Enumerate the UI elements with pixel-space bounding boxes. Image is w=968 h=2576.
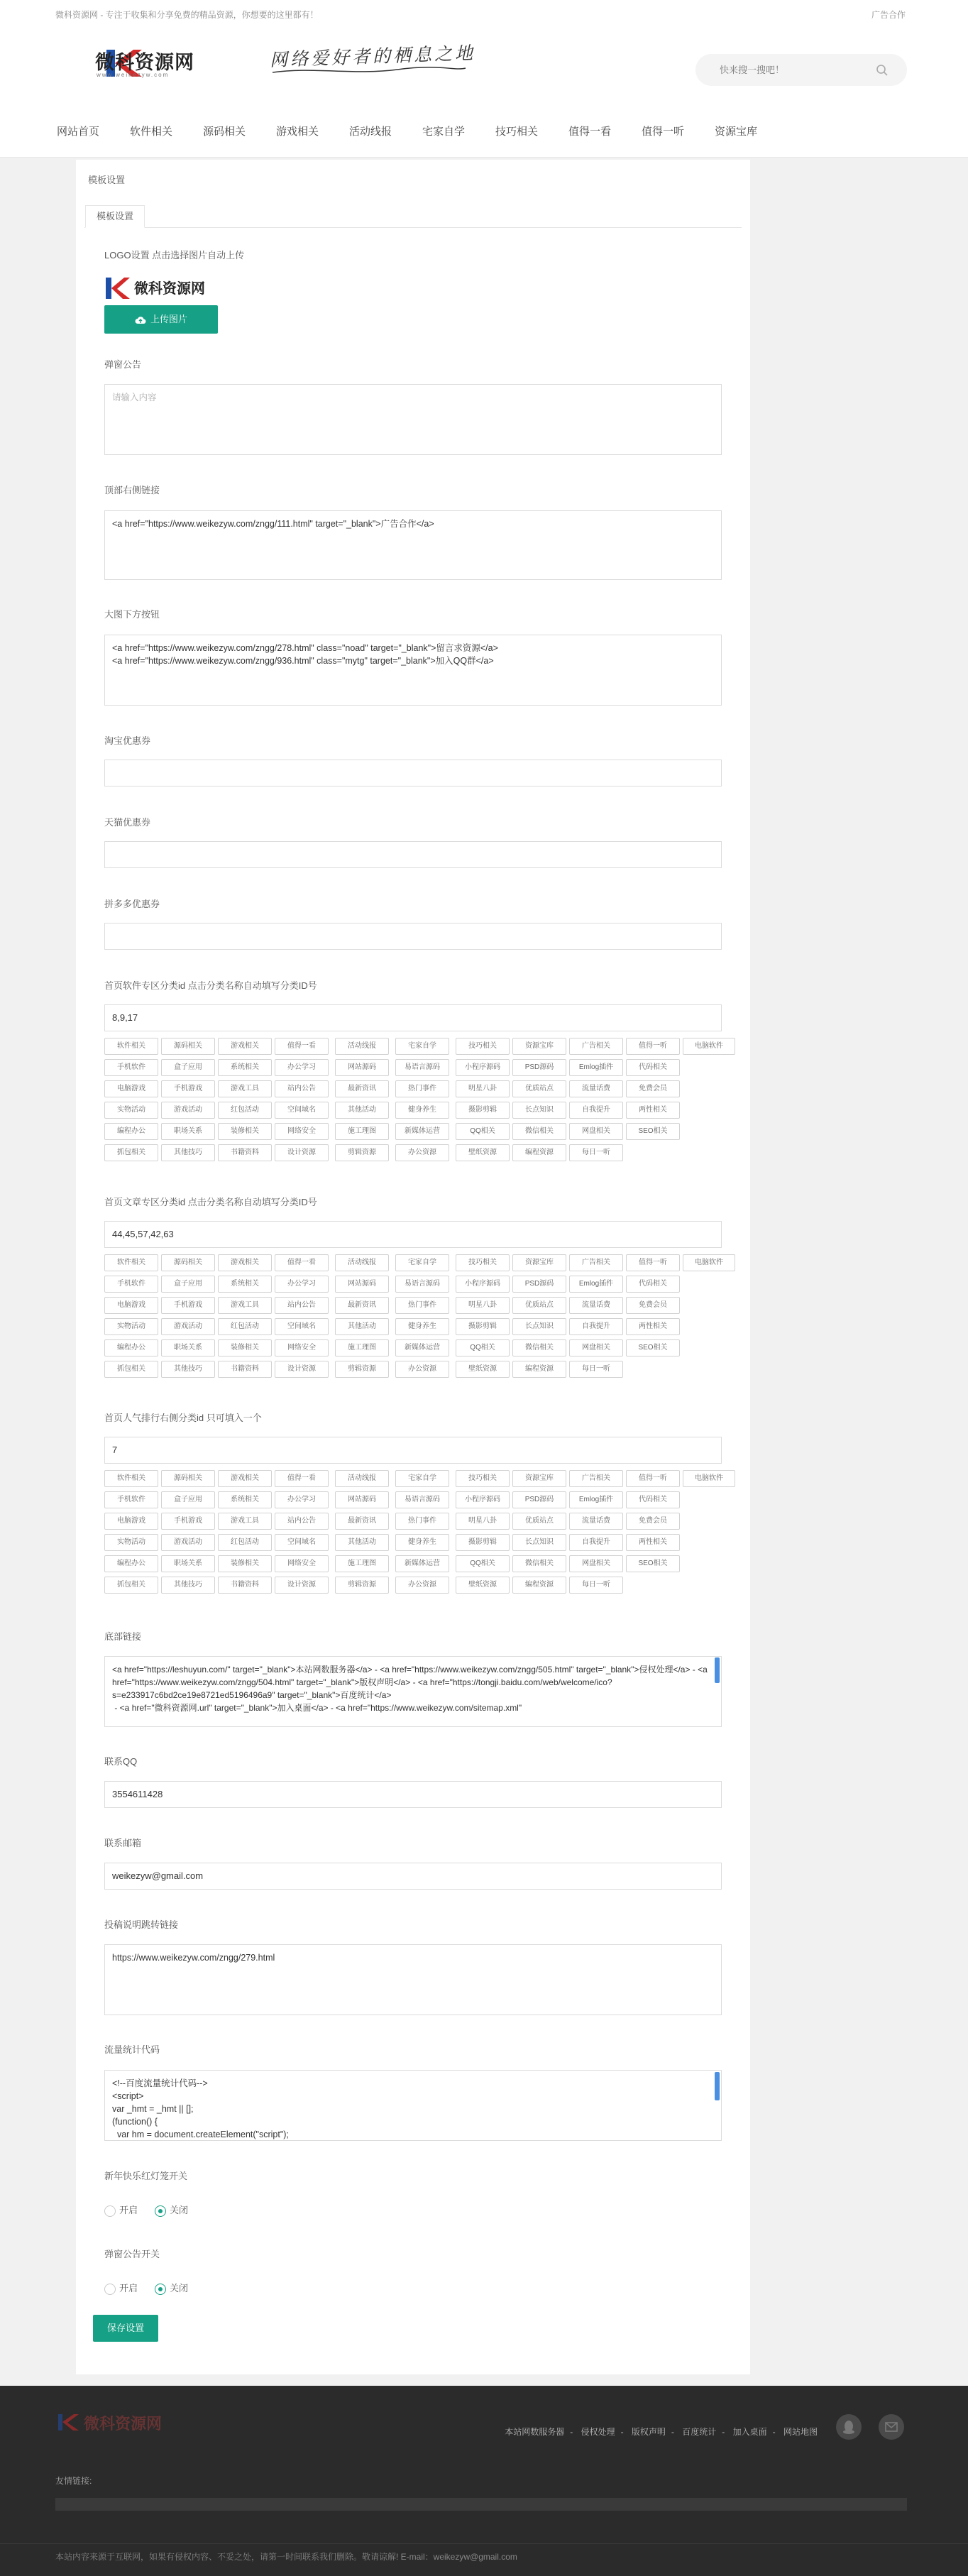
category-tag[interactable]: 游戏活动 [161, 1102, 215, 1119]
category-tag[interactable]: 盒子应用 [161, 1276, 215, 1293]
popup-off-label: 关闭 [170, 2283, 189, 2293]
category-tag[interactable]: 编程资源 [512, 1361, 566, 1378]
category-tag[interactable]: 施工理图 [335, 1555, 389, 1572]
search-input[interactable] [720, 62, 862, 77]
category-tag[interactable]: 微信相关 [512, 1555, 566, 1572]
category-tag[interactable]: 自我提升 [569, 1534, 623, 1551]
category-tag[interactable]: 编程办公 [104, 1123, 158, 1140]
category-tag[interactable]: 抓包相关 [104, 1577, 158, 1594]
category-tag[interactable]: 技巧相关 [456, 1038, 510, 1055]
category-tag[interactable]: 免费会员 [626, 1513, 680, 1530]
category-tag[interactable]: 最新资讯 [335, 1080, 389, 1097]
category-tag[interactable]: 值得一看 [275, 1470, 329, 1487]
category-tag[interactable]: 活动线报 [335, 1254, 389, 1271]
category-tag[interactable]: 职场关系 [161, 1555, 215, 1572]
category-tag[interactable]: 职场关系 [161, 1339, 215, 1356]
category-tag[interactable]: 剪辑资源 [335, 1577, 389, 1594]
category-tag[interactable]: 代码相关 [626, 1059, 680, 1076]
category-tag[interactable]: 免费会员 [626, 1297, 680, 1314]
tab-template-settings[interactable]: 模板设置 [85, 205, 145, 228]
email-label: 联系邮箱 [104, 1838, 142, 1848]
category-tag[interactable]: 两性相关 [626, 1534, 680, 1551]
friend-links-label: 友情链接: [55, 2476, 92, 2486]
category-tag[interactable]: 值得一听 [626, 1254, 680, 1271]
category-tag[interactable]: 新媒体运营 [395, 1339, 449, 1356]
footer-links-label: 底部链接 [104, 1631, 142, 1642]
ad-link[interactable]: 广告合作 [871, 10, 906, 20]
main-nav [57, 124, 788, 145]
site-tip: 微科资源网 - 专注于收集和分享免费的精品资源，你想要的这里都有！ [55, 10, 319, 20]
article-category-label: 首页文章专区分类id 点击分类名称自动填写分类ID号 [104, 1197, 317, 1207]
category-tag[interactable]: 系统相关 [218, 1059, 272, 1076]
category-tag[interactable]: 软件相关 [104, 1470, 158, 1487]
category-tag[interactable]: Emlog插件 [569, 1059, 623, 1076]
category-tag[interactable]: 软件相关 [104, 1038, 158, 1055]
copyright-text: 本站内容来源于互联网，如果有侵权内容、不妥之处，请第一时间联系我们删除。敬请谅解! E-mail：weikezyw@gmail.com [55, 2552, 517, 2562]
category-tag[interactable]: 壁纸资源 [456, 1361, 510, 1378]
lantern-on-label: 开启 [119, 2205, 138, 2215]
category-tag[interactable]: 易语言源码 [395, 1276, 449, 1293]
category-tag[interactable]: 游戏工具 [218, 1513, 272, 1530]
category-tag[interactable]: 书籍资料 [218, 1361, 272, 1378]
category-tag[interactable]: 每日一听 [569, 1361, 623, 1378]
category-tag[interactable]: 施工理图 [335, 1339, 389, 1356]
category-tag[interactable]: 网站源码 [335, 1059, 389, 1076]
site-domain: www.weikezyw.com [97, 72, 170, 78]
category-tag[interactable]: Emlog插件 [569, 1276, 623, 1293]
category-tag[interactable]: 热门事件 [395, 1080, 449, 1097]
category-tag[interactable]: 手机游戏 [161, 1513, 215, 1530]
category-tag[interactable]: 网络安全 [275, 1123, 329, 1140]
popup-off-option[interactable] [155, 2281, 188, 2295]
category-tag[interactable]: 活动线报 [335, 1038, 389, 1055]
category-tag[interactable]: 网络安全 [275, 1339, 329, 1356]
category-tag[interactable]: 流量话费 [569, 1080, 623, 1097]
category-tag[interactable]: 代码相关 [626, 1276, 680, 1293]
category-tag[interactable]: 每日一听 [569, 1144, 623, 1161]
category-tag[interactable]: 微信相关 [512, 1123, 566, 1140]
footer-link-copyright[interactable]: 版权声明 [631, 2427, 666, 2437]
category-tag[interactable]: 摄影剪辑 [456, 1318, 510, 1335]
category-tag[interactable]: 编程资源 [512, 1577, 566, 1594]
category-tag[interactable]: 技巧相关 [456, 1470, 510, 1487]
category-tag[interactable]: 易语言源码 [395, 1491, 449, 1508]
footer-link-infringement[interactable]: 侵权处理 [581, 2427, 615, 2437]
category-tag[interactable]: 办公资源 [395, 1577, 449, 1594]
upload-image-button[interactable] [104, 305, 218, 334]
stats-code-label: 流量统计代码 [104, 2044, 160, 2055]
category-tag[interactable]: 电脑软件 [683, 1254, 735, 1271]
category-tag[interactable]: 值得一听 [626, 1470, 680, 1487]
stats-code-scrollbar[interactable] [715, 2072, 720, 2100]
category-tag[interactable]: 红包活动 [218, 1102, 272, 1119]
radio-on-icon[interactable] [155, 2284, 166, 2295]
category-tag[interactable]: QQ相关 [456, 1339, 510, 1356]
category-tag[interactable]: 实物活动 [104, 1102, 158, 1119]
site-slogan: 网络爱好者的栖息之地 [269, 42, 476, 71]
banner-buttons-textarea[interactable]: <a href="https://www.weikezyw.com/zngg/278.html" class="noad" target="_blank">留言求资源</a> <a href="https://www.weikezyw.com/zngg/936.html" class="mytg" target="_blank">加入QQ群</a> [104, 635, 722, 706]
soft-category-input[interactable]: 8,9,17 [104, 1004, 722, 1031]
category-tag[interactable]: 新媒体运营 [395, 1123, 449, 1140]
category-tag[interactable]: 设计资源 [275, 1144, 329, 1161]
category-tag[interactable]: 资源宝库 [512, 1038, 566, 1055]
category-tag[interactable]: 电脑游戏 [104, 1297, 158, 1314]
category-tag[interactable]: 游戏相关 [218, 1038, 272, 1055]
category-tag[interactable]: 站内公告 [275, 1080, 329, 1097]
lantern-on-option[interactable] [104, 2203, 138, 2217]
category-tag[interactable]: 游戏工具 [218, 1297, 272, 1314]
nav-item-tips[interactable]: 技巧相关 [495, 126, 539, 138]
category-tag[interactable]: 网站源码 [335, 1276, 389, 1293]
radio-off-icon[interactable] [104, 2284, 116, 2295]
site-header [0, 0, 968, 158]
category-tag[interactable]: 实物活动 [104, 1318, 158, 1335]
category-tag[interactable]: 红包活动 [218, 1534, 272, 1551]
category-tag[interactable]: 优质站点 [512, 1513, 566, 1530]
logo-preview [104, 275, 232, 303]
category-tag[interactable]: 设计资源 [275, 1361, 329, 1378]
category-tag[interactable]: PSD源码 [512, 1059, 566, 1076]
rank-category-input[interactable]: 7 [104, 1437, 722, 1464]
cloud-upload-icon [135, 315, 146, 325]
category-tag[interactable]: 编程办公 [104, 1555, 158, 1572]
notice-label: 弹窗公告 [104, 359, 142, 370]
qq-input[interactable]: 3554611428 [104, 1781, 722, 1808]
logo-label: LOGO设置 点击选择图片自动上传 [104, 250, 245, 261]
category-tag[interactable]: 电脑软件 [683, 1470, 735, 1487]
category-tag[interactable]: 施工理图 [335, 1123, 389, 1140]
upload-button-label: 上传图片 [150, 314, 187, 324]
category-tag[interactable]: 活动线报 [335, 1470, 389, 1487]
category-tag[interactable]: 优质站点 [512, 1080, 566, 1097]
friend-links-bar [55, 2498, 907, 2511]
category-tag[interactable]: 长点知识 [512, 1318, 566, 1335]
category-tag[interactable]: 剪辑资源 [335, 1144, 389, 1161]
category-tag[interactable]: 源码相关 [161, 1254, 215, 1271]
category-tag[interactable]: 明星八卦 [456, 1080, 510, 1097]
category-tag[interactable]: 办公学习 [275, 1276, 329, 1293]
nav-item-listen[interactable]: 值得一听 [642, 126, 685, 138]
notice-textarea[interactable]: 请输入内容 [104, 384, 722, 455]
category-tag[interactable]: 其他技巧 [161, 1144, 215, 1161]
radio-on-icon[interactable] [155, 2205, 166, 2217]
category-tag[interactable]: 站内公告 [275, 1297, 329, 1314]
category-tag[interactable]: 壁纸资源 [456, 1144, 510, 1161]
category-tag[interactable]: 摄影剪辑 [456, 1102, 510, 1119]
popup-on-label: 开启 [119, 2283, 138, 2293]
category-tag[interactable]: 游戏相关 [218, 1470, 272, 1487]
category-tag[interactable]: 软件相关 [104, 1254, 158, 1271]
footer-link-desktop[interactable]: 加入桌面 [732, 2427, 767, 2437]
tmall-input[interactable] [104, 841, 722, 868]
qq-label: 联系QQ [104, 1756, 138, 1767]
category-tag[interactable]: 网盘相关 [569, 1123, 623, 1140]
category-tag[interactable]: 办公资源 [395, 1144, 449, 1161]
category-tag[interactable]: 电脑游戏 [104, 1080, 158, 1097]
category-tag[interactable]: 广告相关 [569, 1254, 623, 1271]
category-tag[interactable]: QQ相关 [456, 1123, 510, 1140]
email-icon[interactable] [879, 2414, 904, 2440]
category-tag[interactable]: 每日一听 [569, 1577, 623, 1594]
category-tag[interactable]: 广告相关 [569, 1470, 623, 1487]
footer-link-server[interactable]: 本站网数服务器 [505, 2427, 565, 2437]
nav-item-software[interactable]: 软件相关 [130, 126, 173, 138]
category-tag[interactable]: 网盘相关 [569, 1339, 623, 1356]
soft-category-label: 首页软件专区分类id 点击分类名称自动填写分类ID号 [104, 980, 317, 991]
category-tag[interactable]: 摄影剪辑 [456, 1534, 510, 1551]
category-tag[interactable]: 盒子应用 [161, 1059, 215, 1076]
taobao-input[interactable] [104, 760, 722, 786]
category-tag[interactable]: 值得一看 [275, 1254, 329, 1271]
category-tag[interactable]: 热门事件 [395, 1513, 449, 1530]
category-tag[interactable]: 空间域名 [275, 1318, 329, 1335]
category-tag[interactable]: 办公资源 [395, 1361, 449, 1378]
category-tag[interactable]: 值得一听 [626, 1038, 680, 1055]
footer-link-stats[interactable]: 百度统计 [682, 2427, 717, 2437]
category-tag[interactable]: 其他活动 [335, 1102, 389, 1119]
category-tag[interactable]: SEO相关 [626, 1339, 680, 1356]
lantern-off-option[interactable] [155, 2203, 188, 2217]
category-tag[interactable]: 源码相关 [161, 1470, 215, 1487]
article-category-input[interactable]: 44,45,57,42,63 [104, 1221, 722, 1248]
category-tag[interactable]: 抓包相关 [104, 1361, 158, 1378]
nav-item-source[interactable]: 源码相关 [203, 126, 246, 138]
category-tag[interactable]: 长点知识 [512, 1534, 566, 1551]
lantern-label: 新年快乐红灯笼开关 [104, 2171, 188, 2181]
category-tag[interactable]: 明星八卦 [456, 1297, 510, 1314]
tmall-label: 天猫优惠券 [104, 817, 151, 828]
top-right-label: 顶部右侧链接 [104, 485, 160, 495]
category-tag[interactable]: 书籍资料 [218, 1144, 272, 1161]
category-tag[interactable]: SEO相关 [626, 1123, 680, 1140]
lantern-radio-group [104, 2203, 205, 2217]
popup-label: 弹窗公告开关 [104, 2249, 160, 2259]
category-tag[interactable]: SEO相关 [626, 1555, 680, 1572]
category-tag[interactable]: 编程资源 [512, 1144, 566, 1161]
popup-radio-group [104, 2281, 205, 2295]
pdd-label: 拼多多优惠券 [104, 899, 160, 909]
category-tag[interactable]: 资源宝库 [512, 1470, 566, 1487]
category-tag[interactable]: 手机软件 [104, 1491, 158, 1508]
category-tag[interactable]: 小程序源码 [456, 1491, 510, 1508]
category-tag[interactable]: 明星八卦 [456, 1513, 510, 1530]
tab-bar [84, 199, 742, 228]
category-tag[interactable]: 空间域名 [275, 1102, 329, 1119]
category-tag[interactable]: 装修相关 [218, 1555, 272, 1572]
category-tag[interactable]: 盒子应用 [161, 1491, 215, 1508]
rank-category-label: 首页人气排行右侧分类id 只可填入一个 [104, 1413, 262, 1423]
category-tag[interactable]: 其他活动 [335, 1318, 389, 1335]
category-tag[interactable]: 优质站点 [512, 1297, 566, 1314]
footer-links: 本站网数服务器 - 侵权处理 - 版权声明 - 百度统计 - 加入桌面 - 网站地图 [505, 2427, 818, 2437]
category-tag[interactable]: 微信相关 [512, 1339, 566, 1356]
top-right-textarea[interactable]: <a href="https://www.weikezyw.com/zngg/111.html" target="_blank">广告合作</a> [104, 510, 722, 580]
category-tag[interactable]: 电脑软件 [683, 1038, 735, 1055]
site-brand: 微科资源网 [95, 52, 194, 73]
category-tag[interactable]: 小程序源码 [456, 1059, 510, 1076]
category-tag[interactable]: 小程序源码 [456, 1276, 510, 1293]
category-tag[interactable]: 剪辑资源 [335, 1361, 389, 1378]
category-tag[interactable]: 长点知识 [512, 1102, 566, 1119]
pdd-input[interactable] [104, 923, 722, 950]
category-tag[interactable]: 热门事件 [395, 1297, 449, 1314]
category-tag[interactable]: 设计资源 [275, 1577, 329, 1594]
category-tag[interactable]: QQ相关 [456, 1555, 510, 1572]
category-tag[interactable]: 健身养生 [395, 1318, 449, 1335]
nav-item-games[interactable]: 游戏相关 [276, 126, 319, 138]
category-tag[interactable]: 游戏工具 [218, 1080, 272, 1097]
category-tag[interactable]: 手机软件 [104, 1276, 158, 1293]
taobao-label: 淘宝优惠券 [104, 735, 151, 746]
category-tag[interactable]: PSD源码 [512, 1276, 566, 1293]
nav-item-watch[interactable]: 值得一看 [568, 126, 612, 138]
category-tag[interactable]: 系统相关 [218, 1276, 272, 1293]
nav-item-treasury[interactable]: 资源宝库 [715, 126, 758, 138]
qq-icon[interactable] [836, 2414, 862, 2440]
category-tag[interactable]: 电脑游戏 [104, 1513, 158, 1530]
category-tag[interactable]: 健身养生 [395, 1102, 449, 1119]
category-tag[interactable]: 办公学习 [275, 1059, 329, 1076]
category-tag[interactable]: 职场关系 [161, 1123, 215, 1140]
category-tag[interactable]: 宅家自学 [395, 1470, 449, 1487]
category-tag[interactable]: 值得一看 [275, 1038, 329, 1055]
category-tag[interactable]: 免费会员 [626, 1080, 680, 1097]
category-tag[interactable]: 源码相关 [161, 1038, 215, 1055]
footer-divider [0, 2543, 968, 2544]
category-tag[interactable]: 游戏相关 [218, 1254, 272, 1271]
category-tag[interactable]: 资源宝库 [512, 1254, 566, 1271]
category-tag[interactable]: 两性相关 [626, 1102, 680, 1119]
slogan-underline [270, 65, 468, 77]
category-tag[interactable]: 新媒体运营 [395, 1555, 449, 1572]
category-tag[interactable]: 站内公告 [275, 1513, 329, 1530]
site-footer [0, 2386, 968, 2576]
category-tag[interactable]: 宅家自学 [395, 1254, 449, 1271]
nav-item-activities[interactable]: 活动线报 [349, 126, 392, 138]
submit-link-label: 投稿说明跳转链接 [104, 1919, 179, 1930]
lantern-off-label: 关闭 [170, 2205, 189, 2215]
nav-item-home[interactable]: 网站首页 [57, 126, 100, 138]
category-tag[interactable]: 最新资讯 [335, 1297, 389, 1314]
category-tag[interactable]: 其他技巧 [161, 1577, 215, 1594]
category-tag[interactable]: 壁纸资源 [456, 1577, 510, 1594]
category-tag[interactable]: 手机软件 [104, 1059, 158, 1076]
category-tag[interactable]: 抓包相关 [104, 1144, 158, 1161]
category-tag[interactable]: PSD源码 [512, 1491, 566, 1508]
category-tag[interactable]: 网盘相关 [569, 1555, 623, 1572]
category-tag[interactable]: 两性相关 [626, 1318, 680, 1335]
category-tag[interactable]: 广告相关 [569, 1038, 623, 1055]
radio-off-icon[interactable] [104, 2205, 116, 2217]
search-box[interactable] [695, 54, 907, 86]
category-tag[interactable]: 装修相关 [218, 1339, 272, 1356]
category-tag[interactable]: 手机游戏 [161, 1297, 215, 1314]
footer-links-textarea[interactable]: <a href="https://leshuyun.com/" target="_blank">本站网数服务器</a> - <a href="https://www.weikezyw.com/zngg/505.html" target="_blank">侵权处理</a> - <a href="https://www.weikezyw.com/zngg/504.html" target="_blank">版权声明</a> - <a href="https://tongji.baidu.com/web/welcome/ico?s=e233917c6bd2ce19e8721ed5196496a9" target="_blank">百度统计</a> - <a href="微科资源网.url" target="_blank">加入桌面</a> - <a href="https://www.weikezyw.com/sitemap.xml" [104, 1656, 722, 1727]
category-tag[interactable]: 易语言源码 [395, 1059, 449, 1076]
footer-links-scrollbar[interactable] [715, 1657, 720, 1683]
category-tag[interactable]: 自我提升 [569, 1318, 623, 1335]
settings-panel [76, 160, 750, 2374]
category-tag[interactable]: 编程办公 [104, 1339, 158, 1356]
category-tag[interactable]: 系统相关 [218, 1491, 272, 1508]
save-settings-button[interactable]: 保存设置 [93, 2315, 158, 2342]
category-tag[interactable]: 其他技巧 [161, 1361, 215, 1378]
category-tag[interactable]: 代码相关 [626, 1491, 680, 1508]
search-icon[interactable] [876, 64, 889, 77]
category-tag[interactable]: 空间域名 [275, 1534, 329, 1551]
category-tag[interactable]: 网站源码 [335, 1491, 389, 1508]
category-tag[interactable]: 手机游戏 [161, 1080, 215, 1097]
category-tag[interactable]: 网络安全 [275, 1555, 329, 1572]
footer-brand: 微科资源网 [84, 2415, 163, 2433]
footer-logo[interactable] [57, 2412, 82, 2433]
email-input[interactable]: weikezyw@gmail.com [104, 1863, 722, 1890]
category-tag[interactable]: 红包活动 [218, 1318, 272, 1335]
category-tag[interactable]: 实物活动 [104, 1534, 158, 1551]
submit-link-textarea[interactable]: https://www.weikezyw.com/zngg/279.html [104, 1944, 722, 2015]
category-tag[interactable]: 宅家自学 [395, 1038, 449, 1055]
category-tag[interactable]: 装修相关 [218, 1123, 272, 1140]
category-tag[interactable]: 健身养生 [395, 1534, 449, 1551]
category-tag[interactable]: 其他活动 [335, 1534, 389, 1551]
category-tag[interactable]: 书籍资料 [218, 1577, 272, 1594]
stats-code-textarea[interactable]: <!--百度流量统计代码--> <script> var _hmt = _hmt || []; (function() { var hm = document.createElement("script"); [104, 2070, 722, 2141]
category-tag[interactable]: 自我提升 [569, 1102, 623, 1119]
banner-buttons-label: 大图下方按钮 [104, 609, 160, 620]
logo-preview-text: 微科资源网 [134, 281, 205, 297]
category-tag[interactable]: Emlog插件 [569, 1491, 623, 1508]
category-tag[interactable]: 办公学习 [275, 1491, 329, 1508]
category-tag[interactable]: 最新资讯 [335, 1513, 389, 1530]
category-tag[interactable]: 技巧相关 [456, 1254, 510, 1271]
popup-on-option[interactable] [104, 2281, 138, 2295]
panel-title: 模板设置 [88, 175, 126, 185]
footer-link-sitemap[interactable]: 网站地图 [783, 2427, 818, 2437]
category-tag[interactable]: 游戏活动 [161, 1534, 215, 1551]
category-tag[interactable]: 流量话费 [569, 1513, 623, 1530]
category-tag[interactable]: 游戏活动 [161, 1318, 215, 1335]
nav-item-study[interactable]: 宅家自学 [422, 126, 466, 138]
category-tag[interactable]: 流量话费 [569, 1297, 623, 1314]
